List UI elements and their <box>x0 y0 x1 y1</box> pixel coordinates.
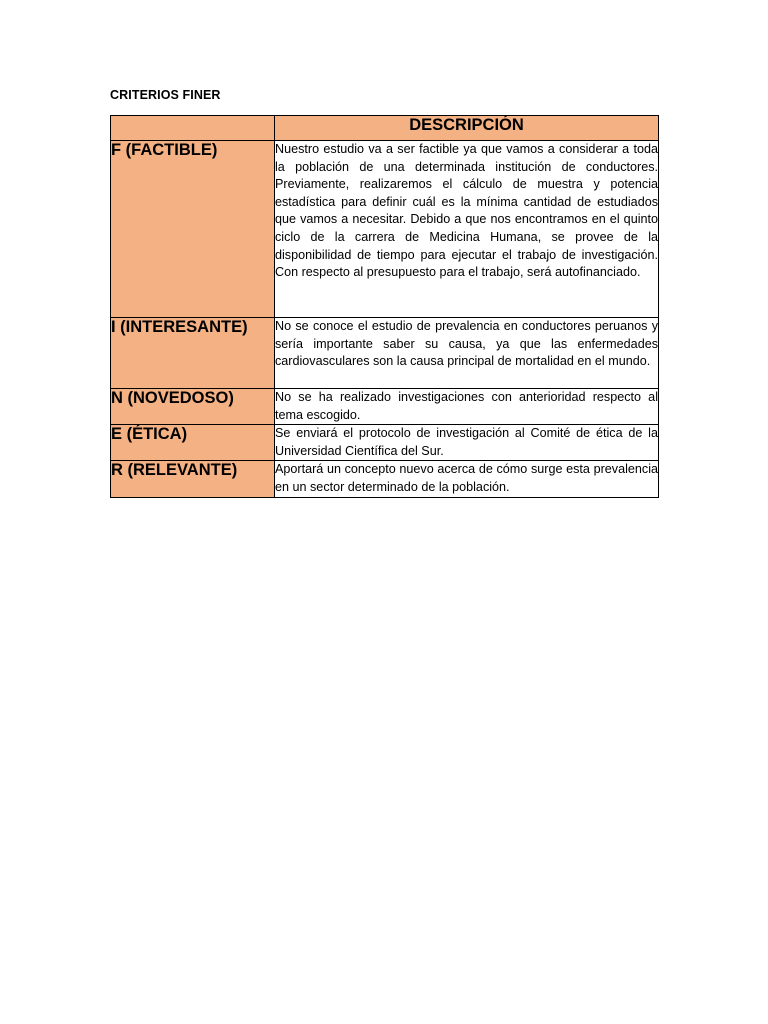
table-header-row <box>111 116 659 141</box>
description-cell: Nuestro estudio va a ser factible ya que vamos a considerar a toda la población de una determinada institución de conductores. Previamente, realizaremos el cálculo de muestra y potencia estadística para definir cuál es la mínima cantidad de estudiados que vamos a necesitar. Debido a que nos encontramos en el quinto ciclo de la carrera de Medicina Humana, se provee de la disponibilidad de tiempo para ejecutar el trabajo de investigación. Con respecto al presupuesto para el trabajo, será autofinanciado. <box>275 141 659 318</box>
description-cell: Aportará un concepto nuevo acerca de cómo surge esta prevalencia en un sector determinado de la población. <box>275 461 659 497</box>
table-row-etica <box>111 425 659 461</box>
description-cell: Se enviará el protocolo de investigación al Comité de ética de la Universidad Científica del Sur. <box>275 425 659 461</box>
description-cell: No se ha realizado investigaciones con anterioridad respecto al tema escogido. <box>275 389 659 425</box>
criterion-cell: N (NOVEDOSO) <box>111 389 275 425</box>
table-row-novedoso <box>111 389 659 425</box>
criterion-cell: F (FACTIBLE) <box>111 141 275 318</box>
table-row-factible <box>111 141 659 318</box>
table-row-interesante <box>111 318 659 389</box>
header-criterion-cell <box>111 116 275 141</box>
description-cell: No se conoce el estudio de prevalencia en conductores peruanos y sería importante saber su causa, ya que las enfermedades cardiovasculares son la causa principal de mortalidad en el mundo. <box>275 318 659 389</box>
header-description-cell: DESCRIPCIÓN <box>275 116 659 141</box>
document-title: CRITERIOS FINER <box>110 88 221 102</box>
criterion-cell: R (RELEVANTE) <box>111 461 275 497</box>
criterion-cell: I (INTERESANTE) <box>111 318 275 389</box>
table-row-relevante <box>111 461 659 497</box>
criterion-cell: E (ÉTICA) <box>111 425 275 461</box>
finer-criteria-table <box>110 115 659 498</box>
